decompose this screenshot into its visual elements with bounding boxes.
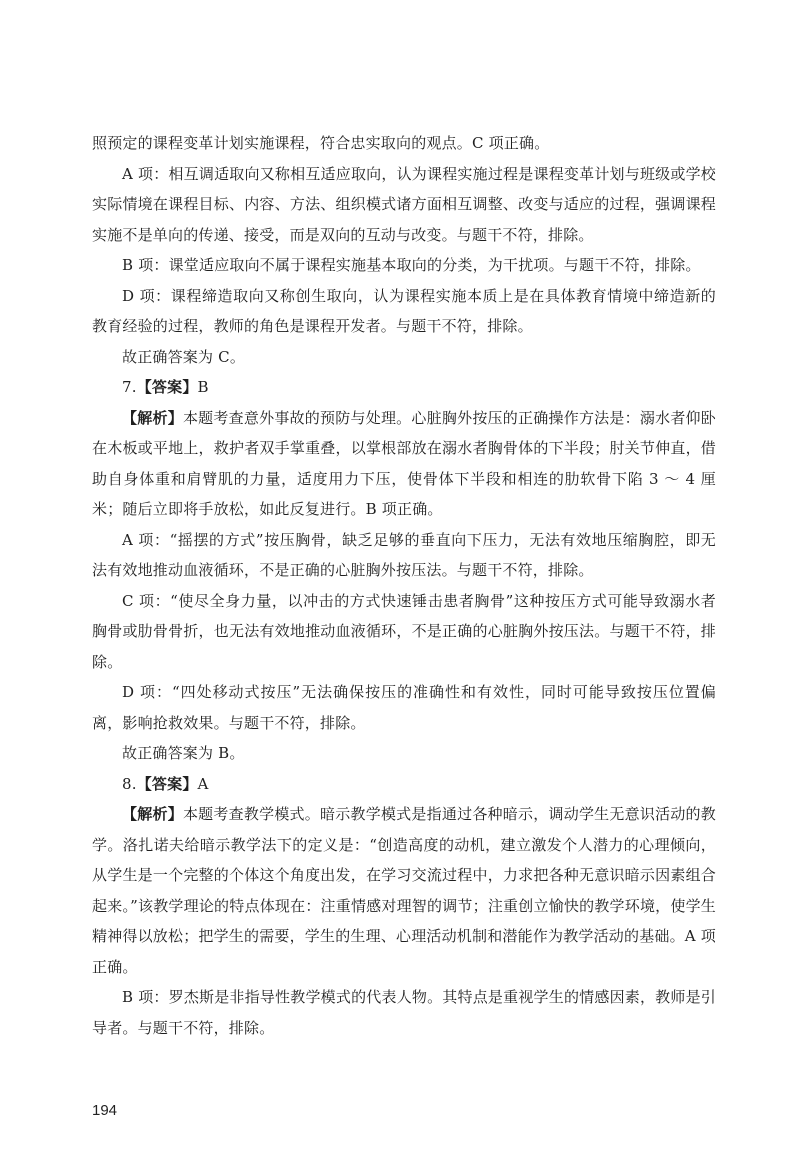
q8-number: 8. bbox=[122, 774, 137, 793]
q7-answer-line bbox=[92, 372, 716, 403]
q8-answer-tag: 【答案】 bbox=[136, 774, 198, 793]
option-a-paragraph: A 项：相互调适取向又称相互适应取向，认为课程实施过程是课程变革计划与班级或学校实际情境在课程目标、内容、方法、组织模式诸方面相互调整、改变与适应的过程，强调课程实施不是单向的传递、接受，而是双向的互动与改变。与题干不符，排除。 bbox=[92, 164, 716, 244]
q8-answer-line bbox=[92, 769, 716, 800]
q7-option-c: C 项：“使尽全身力量，以冲击的方式快速锤击患者胸骨”这种按压方式可能导致溺水者胸骨或肋骨骨折，也无法有效地推动血液循环，不是正确的心脏胸外按压法。与题干不符，排除。 bbox=[92, 591, 716, 671]
page-content bbox=[92, 128, 716, 1043]
q8-analysis-paragraph bbox=[92, 799, 716, 982]
q7-conclusion: 故正确答案为 B。 bbox=[122, 744, 245, 762]
page-number: 194 bbox=[92, 1102, 118, 1119]
q8-option-b: B 项：罗杰斯是非指导性教学模式的代表人物。其特点是重视学生的情感因素，教师是引导者。与题干不符，排除。 bbox=[92, 988, 716, 1037]
continued-paragraph: 照预定的课程变革计划实施课程，符合忠实取向的观点。C 项正确。 bbox=[92, 134, 550, 152]
q8-analysis-text: 本题考查教学模式。暗示教学模式是指通过各种暗示，调动学生无意识活动的教学。洛扎诺夫给暗示教学法下的定义是：“创造高度的动机，建立激发个人潜力的心理倾向，从学生是一个完整的个体这个角度出发，在学习交流过程中，力求把各种无意识暗示因素组合起来。”该教学理论的特点体现在：注重情感对理智的调节；注重创立愉快的教学环境，使学生精神得以放松；把学生的需要，学生的生理、心理活动机制和潜能作为教学活动的基础。A 项正确。 bbox=[92, 805, 717, 976]
q7-option-a: A 项：“摇摆的方式”按压胸骨，缺乏足够的垂直向下压力，无法有效地压缩胸腔，即无法有效地推动血液循环，不是正确的心脏胸外按压法。与题干不符，排除。 bbox=[92, 530, 716, 579]
q7-analysis-tag: 【解析】 bbox=[122, 408, 183, 427]
q8-answer-value: A bbox=[197, 774, 209, 793]
q7-answer-value: B bbox=[197, 378, 209, 396]
q7-answer-tag: 【答案】 bbox=[136, 378, 198, 396]
q7-option-d: D 项：“四处移动式按压”无法确保按压的准确性和有效性，同时可能导致按压位置偏离，影响抢救效果。与题干不符，排除。 bbox=[92, 683, 716, 732]
q7-number: 7. bbox=[122, 378, 137, 396]
option-d-paragraph: D 项：课程缔造取向又称创生取向，认为课程实施本质上是在具体教育情境中缔造新的教育经验的过程，教师的角色是课程开发者。与题干不符，排除。 bbox=[92, 286, 716, 335]
conclusion-paragraph: 故正确答案为 C。 bbox=[122, 347, 246, 366]
q8-analysis-tag: 【解析】 bbox=[122, 805, 183, 823]
q7-analysis-paragraph bbox=[92, 403, 716, 525]
q7-analysis-text: 本题考查意外事故的预防与处理。心脏胸外按压的正确操作方法是：溺水者仰卧在木板或平地上，救护者双手掌重叠，以掌根部放在溺水者胸骨体的下半段；肘关节伸直，借助自身体重和肩臂肌的力量，适度用力下压，使骨体下半段和相连的肋软骨下陷 3 ～ 4 厘米；随后立即将手放松，如此反复进行。B 项正确。 bbox=[92, 408, 716, 518]
option-b-paragraph: B 项：课堂适应取向不属于课程实施基本取向的分类，为干扰项。与题干不符，排除。 bbox=[122, 256, 701, 274]
